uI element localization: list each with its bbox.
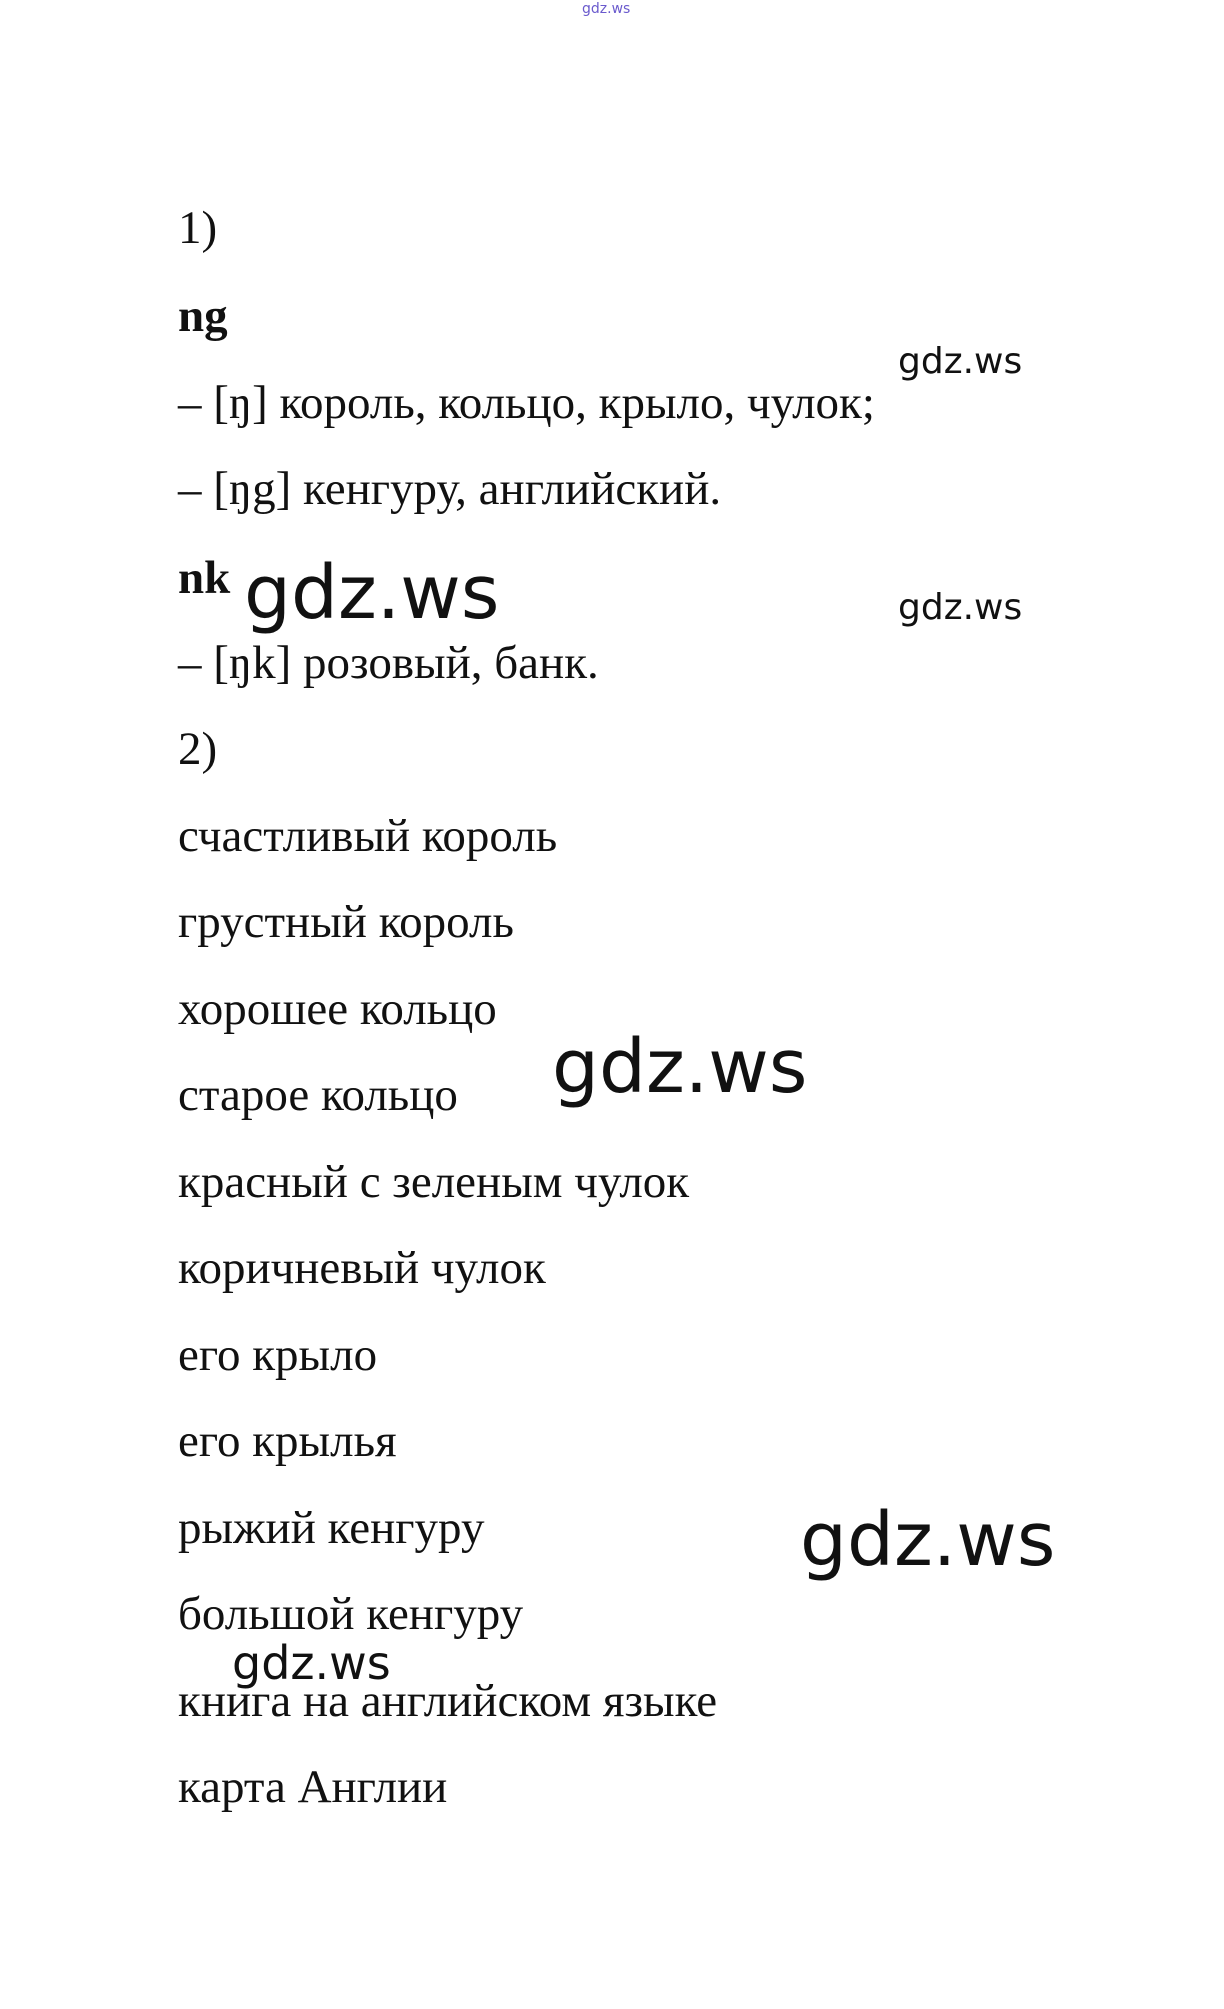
watermark: gdz.ws: [232, 1636, 391, 1690]
watermark: gdz.ws: [800, 1497, 1056, 1583]
phrase-line: его крыло: [178, 1329, 378, 1381]
nk-line-1: – [ŋk] розовый, банк.: [178, 637, 599, 689]
phrase-line: книга на английском языке: [178, 1675, 718, 1727]
phrase-line: грустный король: [178, 896, 514, 948]
watermark: gdz.ws: [898, 341, 1023, 382]
watermark: gdz.ws: [244, 550, 500, 636]
watermark: gdz.ws: [552, 1024, 808, 1110]
watermark-top: gdz.ws: [582, 1, 631, 17]
phrase-line: хорошее кольцо: [178, 983, 497, 1035]
phrase-line: рыжий кенгуру: [178, 1502, 485, 1554]
phrase-line: красный с зеленым чулок: [178, 1156, 690, 1208]
ng-heading: ng: [178, 290, 228, 342]
section-1-number: 1): [178, 202, 218, 254]
phrase-line: большой кенгуру: [178, 1588, 524, 1640]
nk-heading: nk: [178, 552, 231, 604]
ng-line-1: – [ŋ] король, кольцо, крыло, чулок;: [178, 377, 875, 429]
watermark: gdz.ws: [898, 587, 1023, 628]
phrase-line: коричневый чулок: [178, 1242, 546, 1294]
phrase-line: его крылья: [178, 1415, 397, 1467]
phrase-line: старое кольцо: [178, 1069, 458, 1121]
phrase-line: счастливый король: [178, 810, 558, 862]
phrase-line: карта Англии: [178, 1761, 448, 1813]
ng-line-2: – [ŋg] кенгуру, английский.: [178, 463, 722, 515]
section-2-number: 2): [178, 723, 218, 775]
